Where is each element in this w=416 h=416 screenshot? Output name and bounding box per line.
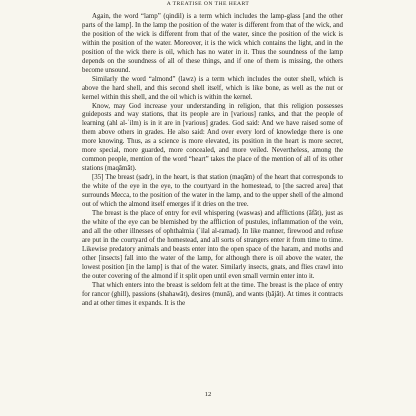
paragraph-knowledge: Know, may God increase your understanding in religion, that this religion possesses guideposts and way stations, that its people are in [various] ranks, and that the people of learning (ahl al-ʿilm) is in it are in [various] grades. God said: And we have raised some of them above others in grades. He also said: And over every lord of knowledge there is one more knowing. Thus, as a science is more elevated, its position in the heart is more secret, more special, more guarded, more concealed, and more veiled. Nevertheless, among the common people, mention of the word “heart” takes the place of the mention of all of its other stations (maqāmāt). [82,102,343,173]
paragraph-lamp: Again, the word “lamp” (qindil) is a term which includes the lamp-glass [and the other parts of the lamp]. In the lamp the position of the water is different from that of the wick, and the position of the wick is different from that of the water, since the position of the wick is within the position of the water. Moreover, it is the wick which contains the light, and in the position of the wick there is oil, which has no water in it. Thus the soundness of the lamp depends on the soundness of all of these things, and if one of them is missing, the others become unsound. [82,13,343,74]
paragraph-breast-afflictions: The breast is the place of entry for evil whispering (waswas) and afflictions (āfāt), just as the white of the eye can be blemished by the affliction of pustules, inflammation of the vein, and all the other illnesses of ophthalmia (ʿilal al-ramad). In like manner, firewood and refuse are put in the courtyard of the homestead, and all sorts of strangers enter it from time to time. Likewise predatory animals and beasts enter into the open space of the haram, and moths and other [insects] fall into the water of the lamp, for although there is oil above the water, the lowest position [in the lamp] is that of the water. Similarly insects, gnats, and flies crawl into the outer covering of the almond if it split open until even small vermin enter into it. [82,209,343,280]
page-number: 12 [204,391,212,398]
body-text [82,13,343,308]
paragraph-breast-entry: That which enters into the breast is seldom felt at the time. The breast is the place of entry for rancor (ghill), passions (shahawāt), desires (munā), and wants (ḥājāt). At times it contracts and at other times it expands. It is the [82,281,343,307]
running-head: A TREATISE ON THE HEART [166,1,250,7]
paragraph-breast-station: [35] The breast (ṣadr), in the heart, is that station (maqām) of the heart that corresponds to the white of the eye in the eye, to the courtyard in the homestead, to [the sacred area] that surrounds Mecca, to the position of the water in the lamp, and to the upper shell of the almond out of which the almond itself emerges if it dries on the tree. [82,174,343,209]
paragraph-almond: Similarly the word “almond” (lawz) is a term which includes the outer shell, which is above the hard shell, and this second shell itself, which is like bone, as well as the nut or kernel within this shell, and the oil which is within the kernel. [82,75,343,101]
